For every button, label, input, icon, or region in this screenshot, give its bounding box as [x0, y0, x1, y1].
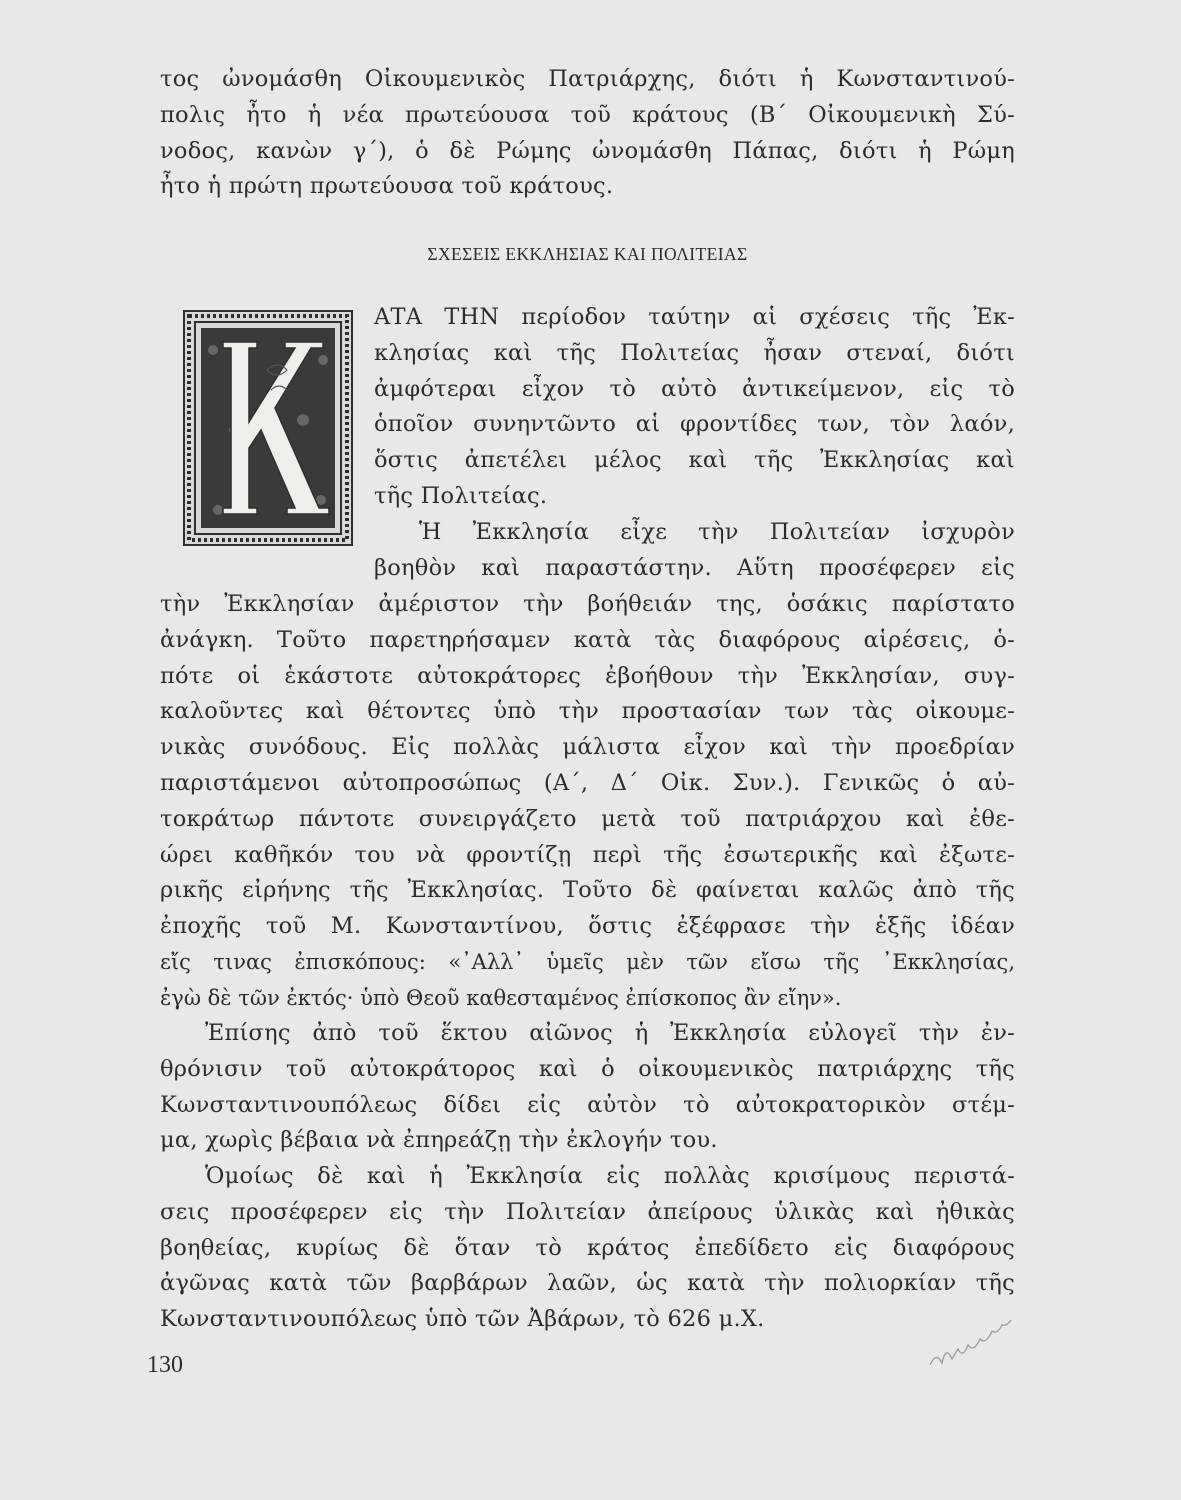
dropcap-paragraph — [374, 300, 1015, 515]
text-line: θρόνισιν τοῦ αὐτοκράτορος καὶ ὁ οἰκουμενικὸς πατριάρχης τῆς — [160, 1055, 1015, 1082]
text-line: ἦτο ἡ πρώτη πρωτεύουσα τοῦ κράτους. — [160, 173, 614, 200]
text-line: τοκράτωρ πάντοτε συνειργάζετο μετὰ τοῦ πατριάρχου καὶ ἐθε- — [160, 805, 1015, 832]
second-paragraph — [160, 587, 1015, 1017]
text-line: Ὁμοίως δὲ καὶ ἡ Ἐκκλησία εἰς πολλὰς κρισίμους περιστά- — [205, 1163, 1015, 1189]
text-line: κλησίας καὶ τῆς Πολιτείας ἦσαν στεναί, διότι — [374, 339, 1015, 366]
text-line: νικὰς συνόδους. Εἰς πολλὰς μάλιστα εἶχον καὶ τὴν προεδρίαν — [160, 734, 1015, 761]
text-line: τος ὠνομάσθη Οἰκουμενικὸς Πατριάρχης, διότι ἡ Κωνσταντινού- — [160, 66, 1015, 92]
text-line: τὴν Ἐκκλησίαν ἀμέριστον τὴν βοήθειάν της, ὁσάκις παρίστατο — [160, 591, 1015, 617]
text-line: ἐποχῆς τοῦ Μ. Κωνσταντίνου, ὅστις ἐξέφρασε τὴν ἑξῆς ἰδέαν — [160, 913, 1015, 940]
page-number: 130 — [147, 1352, 183, 1378]
pencil-annotation — [925, 1320, 1045, 1380]
text-line: Κωνσταντινουπόλεως ὑπὸ τῶν Ἀβάρων, τὸ 626 μ.Χ. — [160, 1306, 765, 1333]
text-line: καλοῦντες καὶ θέτοντες ὑπὸ τὴν προστασίαν των τὰς οἰκουμε- — [160, 698, 1015, 725]
text-line: πότε οἱ ἑκάστοτε αὐτοκράτορες ἐβοήθουν τὴν Ἐκκλησίαν, συγ- — [160, 662, 1015, 689]
text-line: ἀνάγκη. Τοῦτο παρετηρήσαμεν κατὰ τὰς διαφόρους αἱρέσεις, ὁ- — [160, 626, 1015, 653]
text-line: Ἐπίσης ἀπὸ τοῦ ἕκτου αἰῶνος ἡ Ἐκκλησία εὐλογεῖ τὴν ἐν- — [205, 1020, 1015, 1046]
text-line: βοηθείας, κυρίως δὲ ὅταν τὸ κράτος ἐπεδίδετο εἰς διαφόρους — [160, 1234, 1015, 1261]
text-line: ὁποῖον συνηντῶντο αἱ φροντίδες των, τὸν λαόν, — [374, 411, 1015, 438]
text-line: ΑΤΑ ΤΗΝ περίοδον ταύτην αἱ σχέσεις τῆς Ἐκ- — [374, 304, 1015, 330]
text-line: ἀμφότεραι εἶχον τὸ αὐτὸ ἀντικείμενον, εἰς τὸ — [374, 375, 1015, 402]
top-paragraph — [160, 62, 1015, 205]
second-paragraph-start — [374, 515, 1015, 587]
text-line: ώρει καθῆκόν του νὰ φροντίζῃ περὶ τῆς ἐσωτερικῆς καὶ ἐξωτε- — [160, 841, 1015, 868]
text-line: Ἡ Ἐκκλησία εἶχε τὴν Πολιτείαν ἰσχυρὸν — [419, 519, 1015, 545]
text-line: μα, χωρὶς βέβαια νὰ ἐπηρεάζῃ τὴν ἐκλογήν του. — [160, 1127, 718, 1154]
text-line: βοηθὸν καὶ παραστάστην. Αὕτη προσέφερεν εἰς — [374, 554, 1015, 581]
text-line: ὅστις ἀπετέλει μέλος καὶ τῆς Ἐκκλησίας καὶ — [374, 447, 1015, 474]
section-heading: ΣΧΕΣΕΙΣ ΕΚΚΛΗΣΙΑΣ ΚΑΙ ΠΟΛΙΤΕΙΑΣ — [427, 244, 748, 264]
text-line: Κωνσταντινουπόλεως δίδει εἰς αὐτὸν τὸ αὐτοκρατορικὸν στέμ- — [160, 1091, 1015, 1118]
drop-cap-ornament — [183, 310, 353, 546]
quote-line: εἴς τινας ἐπισκόπους: «᾿Αλλ᾿ ὑμεῖς μὲν τῶν εἴσω τῆς ᾿Εκκλησίας, — [160, 949, 1015, 974]
quote-line: ἐγὼ δὲ τῶν ἐκτός· ὑπὸ Θεοῦ καθεσταμένος ἐπίσκοπος ἂν εἴην». — [160, 985, 842, 1010]
fourth-paragraph — [160, 1159, 1015, 1338]
text-line: πολις ἦτο ἡ νέα πρωτεύουσα τοῦ κράτους (Β΄ Οἰκουμενικὴ Σύ- — [160, 101, 1015, 128]
text-line: ρικῆς εἰρήνης τῆς Ἐκκλησίας. Τοῦτο δὲ φαίνεται καλῶς ἀπὸ τῆς — [160, 877, 1015, 904]
text-line: σεις προσέφερεν εἰς τὴν Πολιτείαν ἀπείρους ὑλικὰς καὶ ἠθικὰς — [160, 1198, 1015, 1225]
text-line: νοδος, κανὼν γ΄), ὁ δὲ Ρώμης ὠνομάσθη Πάπας, διότι ἡ Ρώμη — [160, 137, 1015, 164]
third-paragraph — [160, 1016, 1015, 1159]
text-line: τῆς Πολιτείας. — [374, 482, 548, 509]
text-line: παριστάμενοι αὐτοπροσώπως (Α΄, Δ΄ Οἰκ. Συν.). Γενικῶς ὁ αὐ- — [160, 769, 1015, 796]
text-line: ἀγῶνας κατὰ τῶν βαρβάρων λαῶν, ὡς κατὰ τὴν πολιορκίαν τῆς — [160, 1270, 1015, 1297]
